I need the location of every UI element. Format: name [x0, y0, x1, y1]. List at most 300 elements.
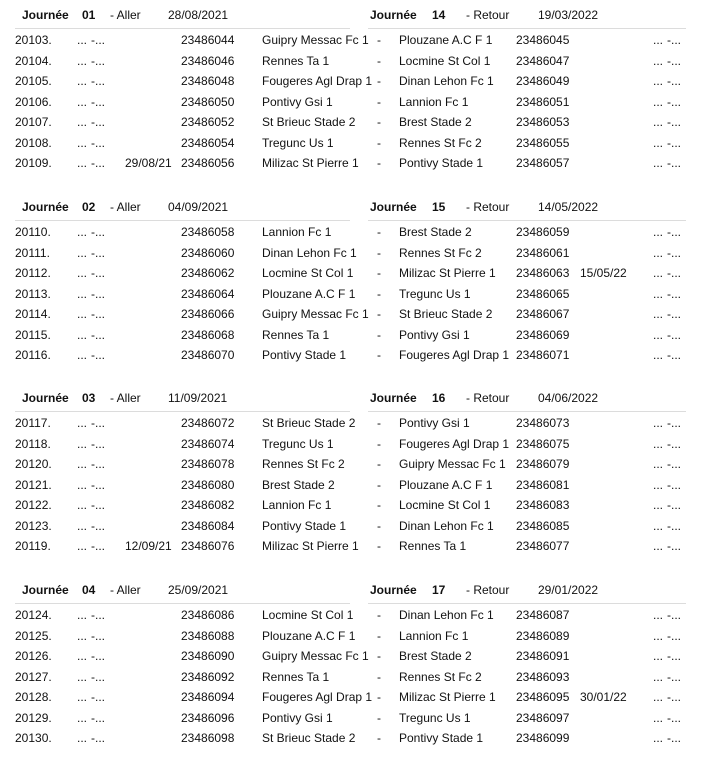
return-day-placeholder: ... — [653, 74, 664, 88]
return-match-id: 23486099 — [516, 731, 570, 745]
versus-separator: - — [377, 649, 381, 663]
match-code: 20120. — [15, 457, 52, 471]
match-day-placeholder: ... — [77, 436, 88, 451]
return-round-number: 14 — [432, 8, 446, 22]
versus-separator: - — [377, 225, 381, 239]
home-team: Plouzane A.C F 1 — [262, 628, 356, 643]
match-row — [0, 456, 720, 477]
versus-separator: - — [377, 135, 381, 150]
match-code: 20118. — [15, 436, 51, 451]
return-round-date: 19/03/2022 — [538, 8, 599, 22]
match-id: 23486084 — [181, 518, 235, 533]
away-team: Lannion Fc 1 — [399, 628, 469, 643]
versus-separator: - — [377, 53, 381, 68]
match-row — [0, 265, 720, 286]
return-time-placeholder: -... — [667, 731, 681, 745]
round-date: 11/09/2021 — [168, 391, 228, 405]
rescheduled-date: 12/09/21 — [125, 539, 172, 553]
return-time-placeholder: -... — [667, 115, 681, 129]
match-row — [0, 32, 720, 53]
away-team: Rennes St Fc 2 — [399, 135, 482, 150]
return-time-placeholder: -... — [667, 348, 681, 362]
return-match-id: 23486095 — [516, 690, 570, 704]
return-rescheduled-date: 15/05/22 — [580, 266, 627, 280]
away-team: Brest Stade 2 — [399, 649, 472, 663]
match-code: 20109. — [15, 156, 52, 170]
return-round-number: 15 — [432, 200, 446, 214]
header-divider — [15, 28, 350, 29]
match-row — [0, 477, 720, 498]
versus-separator: - — [377, 731, 381, 745]
versus-separator: - — [377, 74, 381, 88]
versus-separator: - — [377, 94, 381, 109]
return-time-placeholder: -... — [667, 518, 681, 533]
match-id: 23486092 — [181, 669, 235, 684]
return-day-placeholder: ... — [653, 33, 664, 47]
match-row — [0, 628, 720, 649]
match-code: 20119. — [15, 539, 51, 553]
rescheduled-date: 29/08/21 — [125, 156, 172, 170]
away-team: Milizac St Pierre 1 — [399, 266, 496, 280]
return-match-id: 23486079 — [516, 457, 570, 471]
away-team: St Brieuc Stade 2 — [399, 307, 493, 321]
return-day-placeholder: ... — [653, 731, 664, 745]
return-match-id: 23486053 — [516, 115, 570, 129]
return-match-id: 23486063 — [516, 266, 570, 280]
match-code: 20104. — [15, 53, 52, 68]
versus-separator: - — [377, 115, 381, 129]
return-day-placeholder: ... — [653, 225, 664, 239]
return-time-placeholder: -... — [667, 457, 681, 471]
header-divider — [15, 411, 350, 412]
match-day-placeholder: ... — [77, 498, 88, 512]
round-block — [0, 200, 720, 380]
match-code: 20106. — [15, 94, 52, 109]
away-team: Tregunc Us 1 — [399, 286, 471, 301]
home-team: Rennes Ta 1 — [262, 53, 330, 68]
away-team: Pontivy Stade 1 — [399, 156, 484, 170]
return-match-id: 23486055 — [516, 135, 570, 150]
versus-separator: - — [377, 710, 381, 725]
match-id: 23486078 — [181, 457, 235, 471]
return-round-label: Journée — [370, 391, 417, 405]
return-day-placeholder: ... — [653, 518, 664, 533]
match-time-placeholder: -... — [91, 669, 105, 684]
match-time-placeholder: -... — [91, 53, 105, 68]
match-code: 20111. — [15, 245, 50, 260]
return-day-placeholder: ... — [653, 710, 664, 725]
return-day-placeholder: ... — [653, 115, 664, 129]
match-day-placeholder: ... — [77, 539, 88, 553]
return-time-placeholder: -... — [667, 416, 681, 430]
match-row — [0, 306, 720, 327]
return-round-number: 17 — [432, 583, 446, 597]
home-team: Milizac St Pierre 1 — [262, 156, 359, 170]
return-round-date: 14/05/2022 — [538, 200, 599, 214]
home-team: St Brieuc Stade 2 — [262, 416, 356, 430]
away-team: Pontivy Gsi 1 — [399, 327, 470, 342]
header-divider — [15, 603, 350, 604]
return-round-leg: - Retour — [466, 200, 510, 214]
round-number: 04 — [82, 583, 96, 597]
match-time-placeholder: -... — [91, 245, 105, 260]
match-id: 23486070 — [181, 348, 235, 362]
match-id: 23486068 — [181, 327, 235, 342]
match-code: 20107. — [15, 115, 52, 129]
away-team: Milizac St Pierre 1 — [399, 690, 496, 704]
match-time-placeholder: -... — [91, 327, 105, 342]
match-time-placeholder: -... — [91, 731, 105, 745]
return-round-number: 16 — [432, 391, 446, 405]
match-code: 20117. — [15, 416, 51, 430]
match-day-placeholder: ... — [77, 710, 88, 725]
versus-separator: - — [377, 669, 381, 684]
return-day-placeholder: ... — [653, 94, 664, 109]
round-header — [0, 583, 720, 603]
match-id: 23486090 — [181, 649, 235, 663]
match-code: 20127. — [15, 669, 52, 684]
return-match-id: 23486045 — [516, 33, 570, 47]
match-id: 23486072 — [181, 416, 235, 430]
match-day-placeholder: ... — [77, 115, 88, 129]
home-team: Locmine St Col 1 — [262, 608, 354, 622]
match-code: 20123. — [15, 518, 52, 533]
return-day-placeholder: ... — [653, 53, 664, 68]
match-day-placeholder: ... — [77, 628, 88, 643]
versus-separator: - — [377, 33, 381, 47]
match-code: 20103. — [15, 33, 52, 47]
match-code: 20115. — [15, 327, 51, 342]
return-header-divider — [368, 28, 686, 29]
return-match-id: 23486089 — [516, 628, 570, 643]
match-day-placeholder: ... — [77, 225, 88, 239]
away-team: Pontivy Stade 1 — [399, 731, 484, 745]
match-time-placeholder: -... — [91, 94, 105, 109]
return-round-leg: - Retour — [466, 8, 510, 22]
round-label: Journée — [22, 583, 69, 597]
return-time-placeholder: -... — [667, 94, 681, 109]
away-team: Fougeres Agl Drap 1 — [399, 436, 510, 451]
return-match-id: 23486071 — [516, 348, 570, 362]
return-header-divider — [368, 603, 686, 604]
away-team: Lannion Fc 1 — [399, 94, 469, 109]
home-team: Pontivy Stade 1 — [262, 518, 347, 533]
match-day-placeholder: ... — [77, 348, 88, 362]
return-time-placeholder: -... — [667, 649, 681, 663]
return-match-id: 23486077 — [516, 539, 570, 553]
match-day-placeholder: ... — [77, 518, 88, 533]
match-id: 23486076 — [181, 539, 235, 553]
return-time-placeholder: -... — [667, 710, 681, 725]
return-time-placeholder: -... — [667, 135, 681, 150]
match-time-placeholder: -... — [91, 628, 105, 643]
match-row — [0, 73, 720, 94]
round-date: 28/08/2021 — [168, 8, 229, 22]
away-team: Rennes Ta 1 — [399, 539, 467, 553]
match-id: 23486048 — [181, 74, 235, 88]
match-code: 20121. — [15, 477, 52, 492]
match-id: 23486082 — [181, 498, 235, 512]
match-code: 20105. — [15, 74, 52, 88]
versus-separator: - — [377, 608, 381, 622]
return-match-id: 23486061 — [516, 245, 570, 260]
match-code: 20124. — [15, 608, 52, 622]
return-time-placeholder: -... — [667, 286, 681, 301]
match-day-placeholder: ... — [77, 608, 88, 622]
match-row — [0, 53, 720, 74]
return-round-label: Journée — [370, 8, 417, 22]
match-time-placeholder: -... — [91, 115, 105, 129]
home-team: Brest Stade 2 — [262, 477, 335, 492]
round-number: 01 — [82, 8, 96, 22]
return-time-placeholder: -... — [667, 266, 681, 280]
match-time-placeholder: -... — [91, 135, 105, 150]
home-team: Lannion Fc 1 — [262, 225, 332, 239]
match-code: 20130. — [15, 731, 52, 745]
versus-separator: - — [377, 245, 381, 260]
match-id: 23486066 — [181, 307, 235, 321]
return-time-placeholder: -... — [667, 327, 681, 342]
return-rescheduled-date: 30/01/22 — [580, 690, 627, 704]
match-code: 20128. — [15, 690, 52, 704]
away-team: Locmine St Col 1 — [399, 498, 491, 512]
match-time-placeholder: -... — [91, 457, 105, 471]
versus-separator: - — [377, 307, 381, 321]
return-round-leg: - Retour — [466, 583, 510, 597]
match-time-placeholder: -... — [91, 477, 105, 492]
versus-separator: - — [377, 457, 381, 471]
match-day-placeholder: ... — [77, 94, 88, 109]
return-match-id: 23486083 — [516, 498, 570, 512]
away-team: Tregunc Us 1 — [399, 710, 471, 725]
match-id: 23486096 — [181, 710, 235, 725]
match-id: 23486086 — [181, 608, 235, 622]
versus-separator: - — [377, 690, 381, 704]
match-id: 23486058 — [181, 225, 235, 239]
versus-separator: - — [377, 156, 381, 170]
round-label: Journée — [22, 391, 69, 405]
match-id: 23486056 — [181, 156, 235, 170]
match-id: 23486054 — [181, 135, 235, 150]
return-match-id: 23486075 — [516, 436, 570, 451]
match-id: 23486088 — [181, 628, 235, 643]
round-number: 03 — [82, 391, 96, 405]
return-day-placeholder: ... — [653, 327, 664, 342]
round-header — [0, 200, 720, 220]
match-row — [0, 135, 720, 156]
match-code: 20126. — [15, 649, 52, 663]
match-day-placeholder: ... — [77, 731, 88, 745]
versus-separator: - — [377, 327, 381, 342]
home-team: Fougeres Agl Drap 1 — [262, 690, 373, 704]
return-match-id: 23486073 — [516, 416, 570, 430]
return-round-date: 29/01/2022 — [538, 583, 599, 597]
return-time-placeholder: -... — [667, 53, 681, 68]
match-time-placeholder: -... — [91, 539, 105, 553]
return-match-id: 23486085 — [516, 518, 570, 533]
return-day-placeholder: ... — [653, 307, 664, 321]
match-time-placeholder: -... — [91, 74, 105, 88]
match-time-placeholder: -... — [91, 649, 105, 663]
match-row — [0, 689, 720, 710]
match-day-placeholder: ... — [77, 477, 88, 492]
match-time-placeholder: -... — [91, 436, 105, 451]
away-team: Rennes St Fc 2 — [399, 245, 482, 260]
away-team: Fougeres Agl Drap 1 — [399, 348, 510, 362]
away-team: Dinan Lehon Fc 1 — [399, 74, 494, 88]
home-team: Pontivy Gsi 1 — [262, 94, 333, 109]
return-time-placeholder: -... — [667, 307, 681, 321]
match-id: 23486060 — [181, 245, 235, 260]
match-time-placeholder: -... — [91, 690, 105, 704]
match-day-placeholder: ... — [77, 457, 88, 471]
round-number: 02 — [82, 200, 96, 214]
match-row — [0, 224, 720, 245]
return-time-placeholder: -... — [667, 539, 681, 553]
away-team: Plouzane A.C F 1 — [399, 477, 493, 492]
match-id: 23486098 — [181, 731, 235, 745]
return-match-id: 23486065 — [516, 286, 570, 301]
match-day-placeholder: ... — [77, 53, 88, 68]
round-block — [0, 583, 720, 763]
match-id: 23486064 — [181, 286, 235, 301]
versus-separator: - — [377, 628, 381, 643]
match-code: 20116. — [15, 348, 51, 362]
match-time-placeholder: -... — [91, 33, 105, 47]
versus-separator: - — [377, 348, 381, 362]
match-row — [0, 114, 720, 135]
return-day-placeholder: ... — [653, 690, 664, 704]
match-row — [0, 518, 720, 539]
return-match-id: 23486051 — [516, 94, 570, 109]
home-team: Rennes St Fc 2 — [262, 457, 345, 471]
match-id: 23486046 — [181, 53, 235, 68]
match-row — [0, 607, 720, 628]
match-row — [0, 436, 720, 457]
return-day-placeholder: ... — [653, 156, 664, 170]
match-day-placeholder: ... — [77, 286, 88, 301]
match-day-placeholder: ... — [77, 690, 88, 704]
header-divider — [15, 220, 350, 221]
match-time-placeholder: -... — [91, 416, 105, 430]
match-id: 23486062 — [181, 266, 235, 280]
match-day-placeholder: ... — [77, 307, 88, 321]
match-row — [0, 730, 720, 751]
return-match-id: 23486049 — [516, 74, 570, 88]
return-time-placeholder: -... — [667, 669, 681, 684]
match-day-placeholder: ... — [77, 135, 88, 150]
return-match-id: 23486057 — [516, 156, 570, 170]
return-match-id: 23486087 — [516, 608, 570, 622]
match-code: 20114. — [15, 307, 51, 321]
away-team: Pontivy Gsi 1 — [399, 416, 470, 430]
return-day-placeholder: ... — [653, 628, 664, 643]
versus-separator: - — [377, 286, 381, 301]
match-code: 20113. — [15, 286, 51, 301]
return-day-placeholder: ... — [653, 245, 664, 260]
match-time-placeholder: -... — [91, 518, 105, 533]
match-row — [0, 669, 720, 690]
return-day-placeholder: ... — [653, 649, 664, 663]
match-day-placeholder: ... — [77, 327, 88, 342]
match-row — [0, 497, 720, 518]
match-row — [0, 327, 720, 348]
home-team: Rennes Ta 1 — [262, 327, 330, 342]
round-label: Journée — [22, 200, 69, 214]
home-team: Guipry Messac Fc 1 — [262, 33, 369, 47]
round-header — [0, 8, 720, 28]
away-team: Brest Stade 2 — [399, 225, 472, 239]
home-team: Tregunc Us 1 — [262, 135, 334, 150]
home-team: Plouzane A.C F 1 — [262, 286, 356, 301]
return-day-placeholder: ... — [653, 286, 664, 301]
match-row — [0, 94, 720, 115]
home-team: Tregunc Us 1 — [262, 436, 334, 451]
match-code: 20112. — [15, 266, 51, 280]
away-team: Dinan Lehon Fc 1 — [399, 518, 494, 533]
match-time-placeholder: -... — [91, 286, 105, 301]
return-day-placeholder: ... — [653, 539, 664, 553]
return-header-divider — [368, 411, 686, 412]
match-code: 20122. — [15, 498, 52, 512]
home-team: St Brieuc Stade 2 — [262, 115, 356, 129]
versus-separator: - — [377, 539, 381, 553]
return-day-placeholder: ... — [653, 457, 664, 471]
away-team: Guipry Messac Fc 1 — [399, 457, 506, 471]
match-id: 23486080 — [181, 477, 235, 492]
match-code: 20110. — [15, 225, 51, 239]
return-day-placeholder: ... — [653, 416, 664, 430]
match-id: 23486094 — [181, 690, 235, 704]
return-day-placeholder: ... — [653, 608, 664, 622]
match-time-placeholder: -... — [91, 498, 105, 512]
home-team: St Brieuc Stade 2 — [262, 731, 356, 745]
match-time-placeholder: -... — [91, 608, 105, 622]
return-day-placeholder: ... — [653, 669, 664, 684]
away-team: Dinan Lehon Fc 1 — [399, 608, 494, 622]
match-row — [0, 286, 720, 307]
return-day-placeholder: ... — [653, 266, 664, 280]
home-team: Guipry Messac Fc 1 — [262, 649, 369, 663]
round-date: 25/09/2021 — [168, 583, 229, 597]
return-match-id: 23486067 — [516, 307, 570, 321]
match-day-placeholder: ... — [77, 245, 88, 260]
return-day-placeholder: ... — [653, 477, 664, 492]
match-row — [0, 155, 720, 176]
match-time-placeholder: -... — [91, 225, 105, 239]
round-block — [0, 391, 720, 571]
return-match-id: 23486047 — [516, 53, 570, 68]
round-label: Journée — [22, 8, 69, 22]
match-row — [0, 347, 720, 368]
match-day-placeholder: ... — [77, 33, 88, 47]
return-day-placeholder: ... — [653, 498, 664, 512]
home-team: Pontivy Gsi 1 — [262, 710, 333, 725]
round-date: 04/09/2021 — [168, 200, 229, 214]
return-time-placeholder: -... — [667, 33, 681, 47]
match-day-placeholder: ... — [77, 266, 88, 280]
away-team: Locmine St Col 1 — [399, 53, 491, 68]
return-time-placeholder: -... — [667, 436, 681, 451]
home-team: Dinan Lehon Fc 1 — [262, 245, 357, 260]
match-row — [0, 648, 720, 669]
return-round-leg: - Retour — [466, 391, 510, 405]
versus-separator: - — [377, 518, 381, 533]
return-round-date: 04/06/2022 — [538, 391, 599, 405]
return-match-id: 23486081 — [516, 477, 570, 492]
match-time-placeholder: -... — [91, 307, 105, 321]
match-row — [0, 245, 720, 266]
